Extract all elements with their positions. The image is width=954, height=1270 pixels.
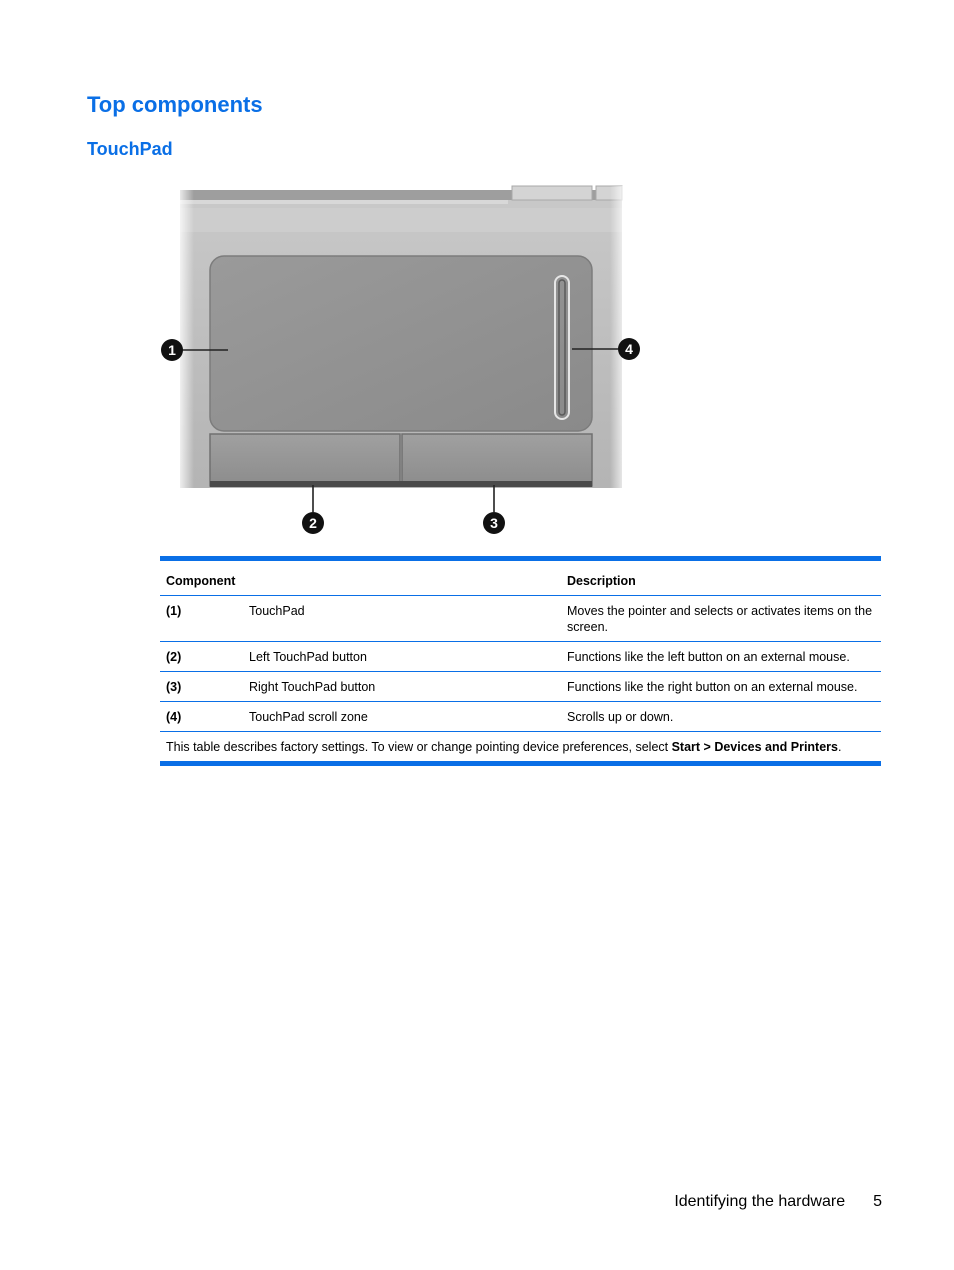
row-description: Scrolls up or down. — [567, 710, 674, 724]
row-description: Functions like the right button on an external mouse. — [567, 680, 858, 694]
row-number: (2) — [166, 650, 182, 664]
table-header-row — [160, 561, 881, 596]
left-touchpad-button — [210, 434, 400, 486]
page-footer — [674, 1193, 882, 1211]
page-number: 5 — [873, 1193, 882, 1210]
header-description: Description — [567, 574, 636, 588]
row-number: (1) — [166, 604, 182, 618]
footnote-text: This table describes factory settings. To view or change pointing device preferences, select — [166, 740, 672, 754]
table-footnote-row — [160, 732, 881, 761]
table-row — [160, 642, 881, 672]
row-number: (4) — [166, 710, 182, 724]
svg-text:2: 2 — [309, 515, 317, 531]
section-title: TouchPad — [87, 139, 173, 159]
callout-3 — [483, 512, 505, 534]
svg-text:3: 3 — [490, 515, 498, 531]
row-number: (3) — [166, 680, 182, 694]
table-row — [160, 702, 881, 732]
footer-section-title: Identifying the hardware — [674, 1193, 846, 1210]
row-description: Moves the pointer and selects or activates items on the screen. — [567, 604, 873, 634]
callout-2 — [302, 512, 324, 534]
row-component: TouchPad — [249, 604, 305, 618]
components-table — [160, 556, 881, 766]
footnote-menu-path: Start > Devices and Printers — [671, 740, 838, 754]
table-row — [160, 596, 881, 642]
page-title: Top components — [87, 92, 263, 117]
table-row — [160, 672, 881, 702]
callout-1 — [161, 339, 183, 361]
svg-text:4: 4 — [625, 341, 633, 357]
callout-4 — [618, 338, 640, 360]
row-description: Functions like the left button on an external mouse. — [567, 650, 850, 664]
row-component: TouchPad scroll zone — [249, 710, 368, 724]
row-component: Right TouchPad button — [249, 680, 376, 694]
row-component: Left TouchPad button — [249, 650, 367, 664]
touchpad-illustration — [150, 178, 650, 540]
footnote-end: . — [838, 740, 842, 754]
svg-text:1: 1 — [168, 342, 176, 358]
touchpad-surface — [210, 256, 592, 431]
right-touchpad-button — [402, 434, 592, 486]
table-footnote — [160, 732, 881, 761]
header-component: Component — [166, 574, 236, 588]
